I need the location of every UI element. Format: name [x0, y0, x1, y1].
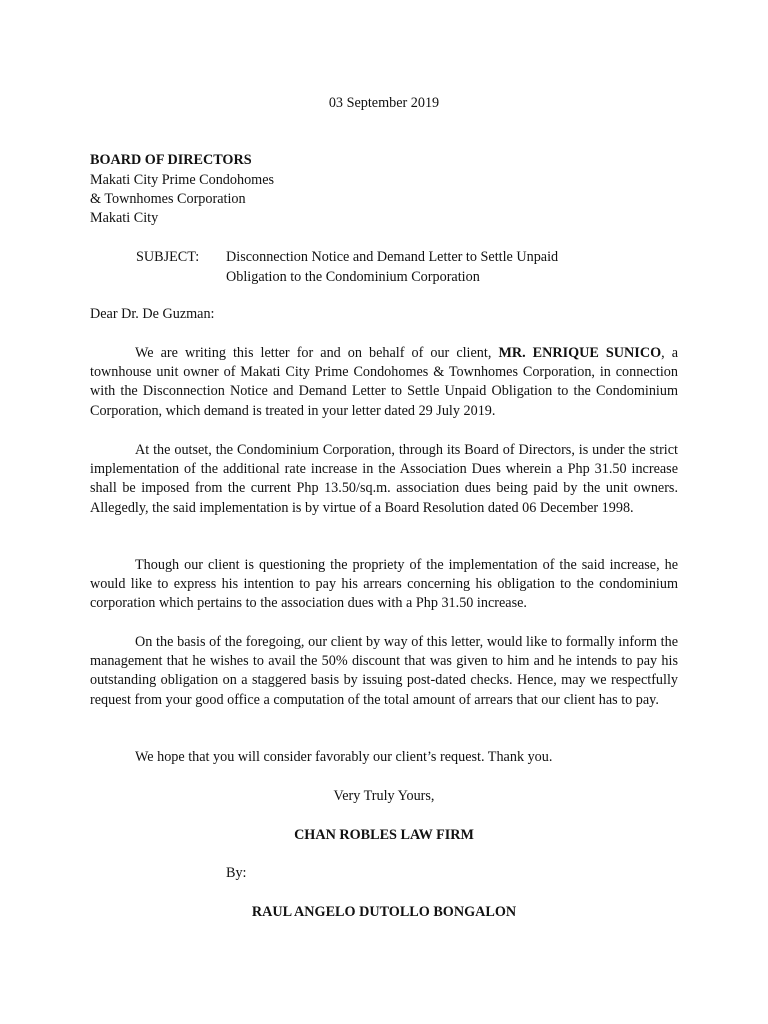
recipient-title: BOARD OF DIRECTORS: [90, 152, 252, 168]
recipient-line-3: Makati City: [90, 210, 159, 226]
paragraph-1-rest: , a townhouse unit owner of Makati City Prime Condohomes & Townhomes Corporation, in connection with the Disconnection Notice and Demand Letter to Settle Unpaid Obligation to the Condominium Corporation, which demand is treated in your letter dated 29 July 2019.: [90, 345, 678, 419]
client-name: MR. ENRIQUE SUNICO: [498, 345, 662, 361]
by-label: By:: [226, 865, 247, 881]
subject-line-1: Disconnection Notice and Demand Letter to Settle Unpaid: [226, 249, 559, 265]
paragraph-5: We hope that you will consider favorably our client’s request. Thank you.: [135, 749, 553, 765]
paragraph-1: [90, 344, 678, 421]
recipient-line-2: & Townhomes Corporation: [90, 191, 246, 207]
subject-line-2: Obligation to the Condominium Corporation: [226, 268, 480, 285]
recipient-line-1: Makati City Prime Condohomes: [90, 172, 275, 188]
subject-label: SUBJECT:: [136, 249, 200, 265]
letter-date: 03 September 2019: [328, 95, 440, 111]
salutation: Dear Dr. De Guzman:: [90, 306, 215, 322]
paragraph-3: Though our client is questioning the propriety of the implementation of the said increase, he would like to express his intention to pay his arrears concerning his obligation to the condominium corporation which pertains to the association dues with a Php 31.50 increase.: [90, 557, 678, 612]
signatory-name: RAUL ANGELO DUTOLLO BONGALON: [251, 904, 517, 920]
paragraph-2: At the outset, the Condominium Corporation, through its Board of Directors, is under the strict implementation of the additional rate increase in the Association Dues wherein a Php 31.50 increase shall be imposed from the current Php 13.50/sq.m. association dues being paid by the unit owners. Allegedly, the said implementation is by virtue of a Board Resolution dated 06 December 1998.: [90, 442, 678, 516]
subject-text: [226, 248, 686, 287]
firm-name: CHAN ROBLES LAW FIRM: [294, 827, 474, 843]
closing: Very Truly Yours,: [333, 788, 435, 804]
paragraph-4: On the basis of the foregoing, our client by way of this letter, would like to formally inform the management that he wishes to avail the 50% discount that was given to him and he intends to pay his outstanding obligation on a staggered basis by issuing post-dated checks. Hence, may we respectfully request from your good office a computation of the total amount of arrears that our client has to pay.: [90, 634, 678, 708]
paragraph-1-intro: We are writing this letter for and on behalf of our client,: [135, 345, 499, 361]
